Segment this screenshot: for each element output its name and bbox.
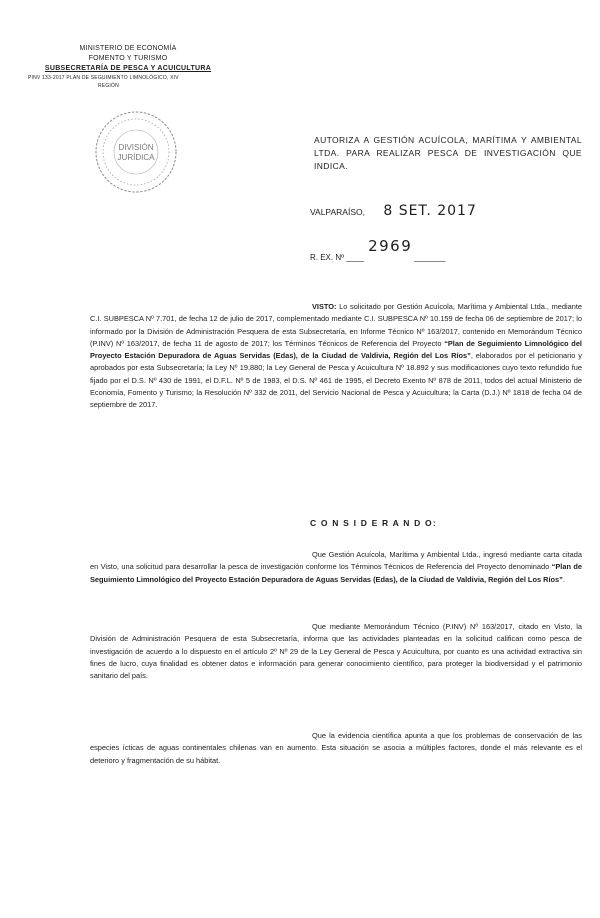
stamp-text-line1: DIVISIÓN	[118, 143, 154, 152]
p1-end: .	[562, 574, 565, 584]
ministry-name: MINISTERIO DE ECONOMÍA	[79, 45, 177, 52]
considerando-paragraph-2: Que mediante Memorándum Técnico (P.INV) Nº 163/2017, citado en Visto, la División de Administración Pesquera de esta Subsecretaría, informa que las actividades planteadas en la solicitud califican como pesca de investigación de acuerdo a lo dispuesto en el artículo 2º Nº 29 de la Ley General de Pesca y Acuicultura, por cuanto es una actividad extractiva sin fines de lucro, cuya finalidad es obtener datos e información para generar conocimiento científico, para proteger la biodiversidad y el patrimonio sanitario del país.	[90, 622, 582, 681]
place-and-date	[310, 203, 477, 219]
considerando-heading: C O N S I D E R A N D O:	[310, 518, 437, 528]
ministry-header	[28, 44, 228, 90]
ministry-name-line2: FOMENTO Y TURISMO	[88, 55, 168, 62]
place: VALPARAÍSO,	[310, 207, 365, 217]
considerando-paragraph-1	[90, 549, 582, 586]
resolution-summary: AUTORIZA A GESTIÓN ACUÍCOLA, MARÍTIMA Y AMBIENTAL LTDA. PARA REALIZAR PESCA DE INVESTIGACIÓN QUE INDICA.	[314, 135, 582, 171]
date-stamp: 8 SET. 2017	[383, 203, 477, 219]
visto-paragraph	[90, 301, 582, 412]
considerando-paragraph-3: Que la evidencia científica apunta a que los problemas de conservación de las especies ícticas de aguas continentales chilenas van en aumento. Esta situación se asocia a múltiples factores, donde el más relevante es el deterioro y fragmentación de su hábitat.	[90, 731, 582, 765]
reference-region: REGIÓN	[98, 83, 119, 89]
division-stamp-icon	[92, 108, 180, 196]
visto-project-title: “Plan de Seguimiento Limnológico del Proyecto Estación Depuradora de Aguas Servidas (Edas), de la Ciudad de Valdivia, Región del Los Ríos”	[90, 338, 582, 361]
resolution-prefix: R. EX. Nº ____	[310, 253, 365, 262]
p1-project-title: “Plan de Seguimiento Limnológico del Proyecto Estación Depuradora de Aguas Servidas (Edas), de la Ciudad de Valdivia, Región del Los Ríos”	[90, 562, 582, 584]
p1-text: Que Gestión Acuícola, Marítima y Ambiental Ltda., ingresó mediante carta citada en Visto, una solicitud para desarrollar la pesca de investigación conforme los Términos Técnicos de Referencia del Proyecto denominado	[90, 550, 582, 572]
resolution-number	[310, 237, 446, 264]
stamp-text-line2: JURÍDICA	[117, 153, 155, 162]
visto-label: VISTO:	[312, 302, 337, 311]
resolution-number-value: 2969	[368, 237, 413, 255]
visto-text-part2: , elaborados por el peticionario y aprobados por esta Subsecretaría; la Ley Nº 19.880; la Ley General de Pesca y Acuicultura Nº 18.892 y sus modificaciones cuyo texto refundido fue fijado por el D.S. Nº 430 de 1991, el D.F.L. Nº 5 de 1983, el D.S. Nº 461 de 1995, el Decreto Exento Nº 878 de 2011, todos del actual Ministerio de Economía, Fomento y Turismo; la Resolución Nº 332 de 2011, del Servicio Nacional de Pesca y Acuicultura; la Carta (D.J.) Nº 1818 de fecha 04 de septiembre de 2017.	[90, 351, 582, 410]
visto-text-part1: Lo solicitado por Gestión Acuícola, Marítima y Ambiental Ltda., mediante C.I. SUBPESCA Nº 7.701, de fecha 12 de julio de 2017, complementado mediante C.I. SUBPESCA Nº 10.159 de fecha 06 de septiembre de 2017; lo informado por la División de Administración Pesquera de esta Subsecretaría, en Informe Técnico Nº 163/2017, contenido en Memorándum Técnico (P.INV) Nº 163/2017, de fecha 11 de agosto de 2017; los Términos Técnicos de Referencia del Proyecto	[90, 302, 582, 348]
subsecretaria-name: SUBSECRETARÍA DE PESCA Y ACUICULTURA	[44, 65, 212, 72]
reference-line: PINV 133-2017 PLAN DE SEGUIMIENTO LIMNOLÓGICO, XIV	[28, 75, 179, 81]
resolution-suffix: _______	[414, 253, 446, 262]
